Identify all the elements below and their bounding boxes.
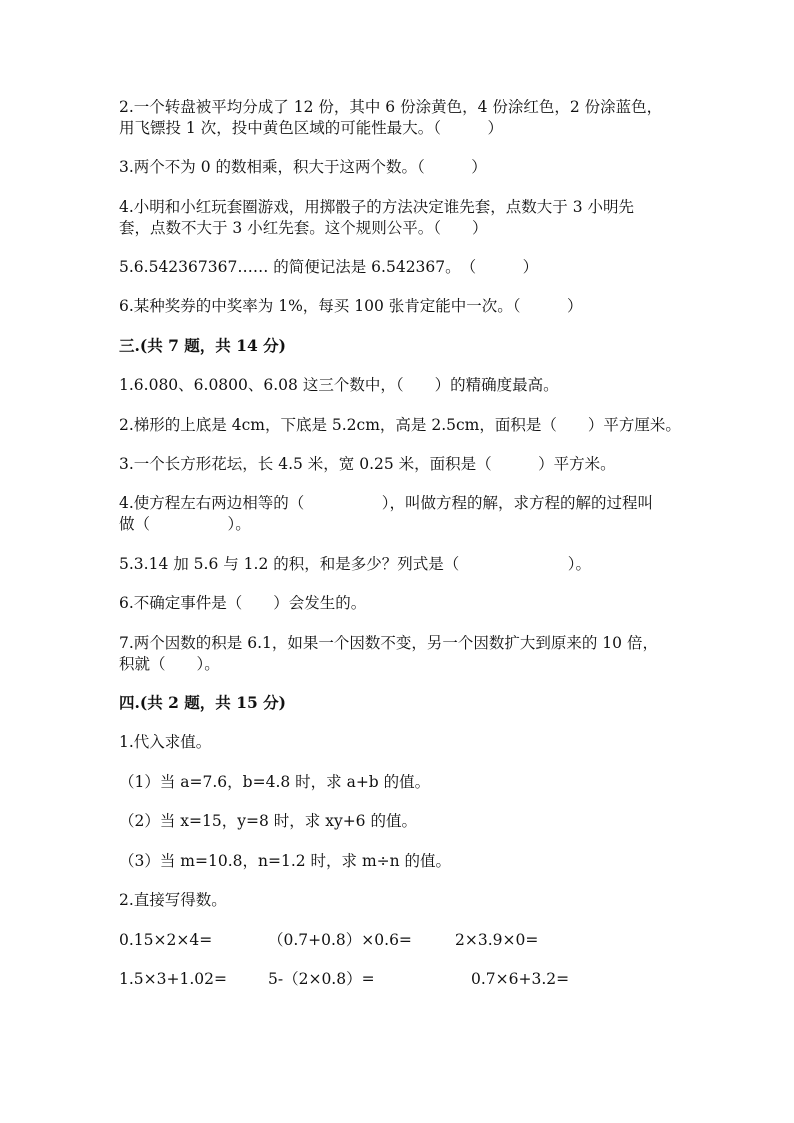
question-2-line-1: 2.一个转盘被平均分成了 12 份，其中 6 份涂黄色，4 份涂红色，2 份涂蓝色， [119,98,663,116]
s3-question-6: 6.不确定事件是（ ）会发生的。 [119,594,367,612]
s4-question-1-title: 1.代入求值。 [119,733,212,751]
calc-5: 5-（2×0.8）= [268,970,375,988]
s4-question-2-title: 2.直接写得数。 [119,891,227,909]
s4-question-1-part-2: （2）当 x=15，y=8 时，求 xy+6 的值。 [119,812,417,830]
calc-2: （0.7+0.8）×0.6= [268,931,412,949]
s3-question-4-line-2: 做（ ）。 [119,515,251,533]
s3-question-2: 2.梯形的上底是 4cm，下底是 5.2cm，高是 2.5cm，面积是（ ）平方厘米。 [119,416,681,434]
question-4-line-1: 4.小明和小红玩套圈游戏，用掷骰子的方法决定谁先套，点数大于 3 小明先 [119,198,635,216]
s3-question-1: 1.6.080、6.0800、6.08 这三个数中，（ ）的精确度最高。 [119,376,559,394]
question-2-line-2: 用飞镖投 1 次，投中黄色区域的可能性最大。（ ） [119,119,503,137]
calc-3: 2×3.9×0= [455,931,539,949]
s3-question-7-line-2: 积就（ ）。 [119,655,220,673]
s3-question-7-line-1: 7.两个因数的积是 6.1，如果一个因数不变，另一个因数扩大到原来的 10 倍， [119,634,658,652]
question-5: 5.6.542367367…… 的简便记法是 6.542367。 （ ） [119,258,539,276]
s3-question-3: 3.一个长方形花坛，长 4.5 米，宽 0.25 米，面积是（ ）平方米。 [119,455,616,473]
s3-question-4-line-1: 4.使方程左右两边相等的（ ），叫做方程的解，求方程的解的过程叫 [119,494,654,512]
s4-question-1-part-3: （3）当 m=10.8，n=1.2 时，求 m÷n 的值。 [119,852,452,870]
section-3-heading: 三.(共 7 题，共 14 分) [119,336,287,355]
question-4-line-2: 套，点数不大于 3 小红先套。这个规则公平。（ ） [119,219,488,237]
section-4-heading: 四.(共 2 题，共 15 分) [119,693,287,712]
question-6: 6.某种奖券的中奖率为 1%，每买 100 张肯定能中一次。（ ） [119,297,583,315]
s4-question-1-part-1: （1）当 a=7.6，b=4.8 时，求 a+b 的值。 [119,773,431,791]
question-3: 3.两个不为 0 的数相乘，积大于这两个数。（ ） [119,158,487,176]
calc-6: 0.7×6+3.2= [471,970,570,988]
calc-1: 0.15×2×4= [119,931,213,949]
calc-4: 1.5×3+1.02= [119,970,227,988]
s3-question-5: 5.3.14 加 5.6 与 1.2 的积，和是多少？列式是（ ）。 [119,555,591,573]
